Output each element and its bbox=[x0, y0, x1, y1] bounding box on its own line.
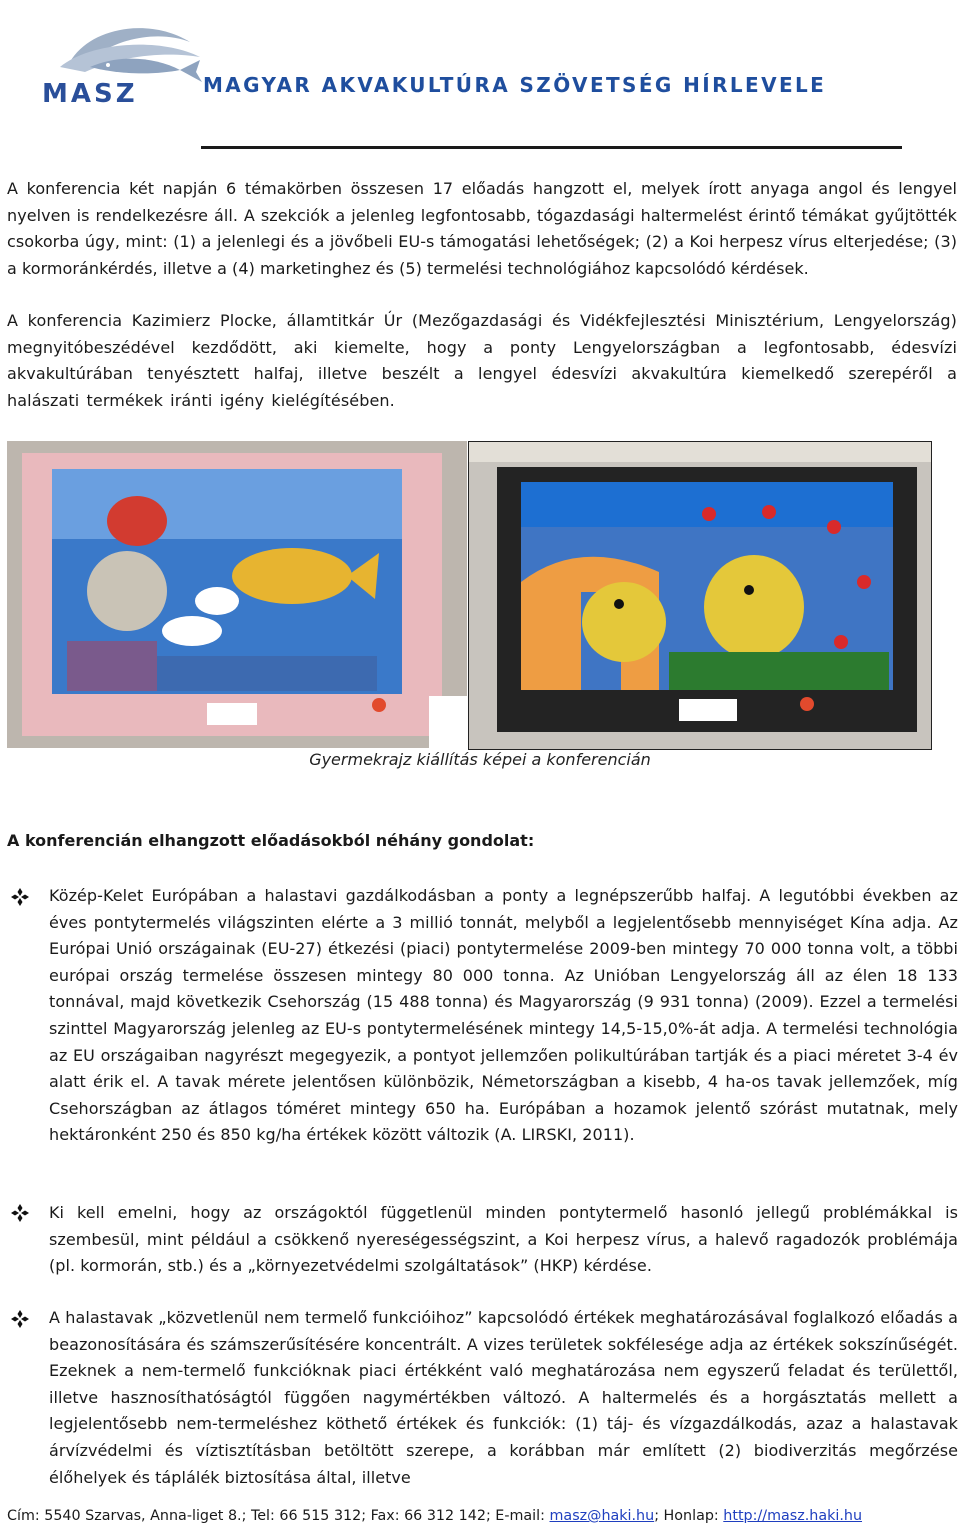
email-link[interactable]: masz@haki.hu bbox=[549, 1508, 655, 1524]
bullet-carp-production: Közép-Kelet Európában a halastavi gazdálkodásban a ponty a legnépszerűbb halfaj. A legutóbbi években az éves pontytermelés világszinten elérte a 3 millió tonnát, melyből a legjelentősebb mennyiséget Kína adja. Az Európai Unió országainak (EU-27) étkezési (piaci) pontytermelése 2009-ben mintegy 70 000 tonna volt, a többi európai ország termelése összesen mintegy 80 000 tonna. Az Unióban Lengyelország áll az élen 18 133 tonnával, majd következik Csehország (15 488 tonna) és Magyarország (9 931 tonna) (2009). Ezzel a termelési szinttel Magyarország jelenleg az EU-s pontytermelésének mintegy 14,5-15,0%-át adja. A termelési technológia az EU országaiban nagyrészt megegyezik, a pontyot jellemzően polikultúrában tartják és a piaci méretet 3-4 év alatt érik el. A tavak mérete jelentősen különbözik, Németországban a kisebb, 4 ha-os tavak jellemzőek, míg Csehországban az átlagos tóméret mintegy 650 ha. Európában a hozamok jelentő szórást mutatnak, mely hektáronként 250 és 850 kg/ha értékek között változik (A. LIRSKI, 2011). bbox=[49, 886, 958, 1145]
intro-paragraph: A konferencia két napján 6 témakörben összesen 17 előadás hangzott el, melyek írott anyaga angol és lengyel nyelven is rendelkezésre áll. A szekciók a jelenleg legfontosabb, tógazdasági haltermelést érintő témákat gyűjtötték csokorba úgy, mint: (1) a jelenlegi és a jövőbeli EU-s támogatási lehetőségek; (2) a Koi herpesz vírus elterjedése; (3) a kormoránkérdés, illetve a (4) marketinghez és (5) termelési technológiához kapcsolódó kérdések. bbox=[7, 179, 957, 278]
masz-logo bbox=[30, 12, 205, 112]
header-rule bbox=[201, 146, 902, 149]
children-drawing-photo-right bbox=[468, 441, 932, 750]
bullet-common-problems: Ki kell emelni, hogy az országoktól függetlenül minden pontytermelő hasonló jellegű problémákkal is szembesül, mint például a csökkenő nyereségességszint, a Koi herpesz vírus, a halevő ragadozók problémája (pl. kormorán, stb.) és a „környezetvédelmi szolgáltatások” (HKP) kérdése. bbox=[49, 1203, 958, 1276]
section-heading: A konferencián elhangzott előadásokból néhány gondolat: bbox=[7, 831, 535, 850]
photo-caption: Gyermekrajz kiállítás képei a konferencián bbox=[309, 750, 651, 769]
logo-text: MASZ bbox=[42, 79, 138, 109]
footer-address: Cím: 5540 Szarvas, Anna-liget 8.; Tel: 66 515 312; Fax: 66 312 142; E-mail: bbox=[7, 1508, 550, 1524]
opening-speech-paragraph: A konferencia Kazimierz Plocke, államtitkár Úr (Mezőgazdasági és Vidékfejlesztési Minisztérium, Lengyelország) megnyitóbeszédével kezdődött, aki kiemelte, hogy a ponty Lengyelországban a legfontosabb, édesvízi akvakultúrában tenyésztett halfaj, illetve beszélt a lengyel édesvízi akvakultúra kiemelkedő szerepéről a halászati termékek iránti igény kielégítésében. bbox=[7, 311, 957, 410]
homepage-link[interactable]: http://masz.haki.hu bbox=[723, 1508, 863, 1524]
diamond-bullet-icon bbox=[10, 1203, 30, 1223]
newsletter-title: MAGYAR AKVAKULTÚRA SZÖVETSÉG HÍRLEVELE bbox=[203, 73, 827, 97]
diamond-bullet-icon bbox=[10, 887, 30, 907]
homepage-label: ; Honlap: bbox=[654, 1508, 724, 1524]
fish-logo-icon bbox=[30, 12, 205, 112]
footer-contact bbox=[7, 1508, 862, 1524]
diamond-bullet-icon bbox=[10, 1309, 30, 1329]
bullet-non-productive-functions: A halastavak „közvetlenül nem termelő funkcióihoz” kapcsolódó értékek meghatározásával foglalkozó előadás a beazonosítására és számszerűsítésére koncentrált. A vizes területek sokfélesége adja az értékek sokszínűségét. Ezeknek a nem-termelő funkcióknak piaci értékként való meghatározása nem egyszerű feladat és területtől, illetve hasznosíthatóságtól függően nagymértékben változó. A haltermelés és a horgásztatás mellett a legjelentősebb nem-termeléshez köthető értékek és funkciók: (1) táj- és vízgazdálkodás, azaz a halastavak árvízvédelmi és víztisztításban betöltött szerepe, a korábban már említett (2) biodiverzitás megőrzése élőhelyek és táplálék biztosítása által, illetve bbox=[49, 1308, 958, 1487]
children-drawing-photo-left bbox=[7, 441, 467, 748]
